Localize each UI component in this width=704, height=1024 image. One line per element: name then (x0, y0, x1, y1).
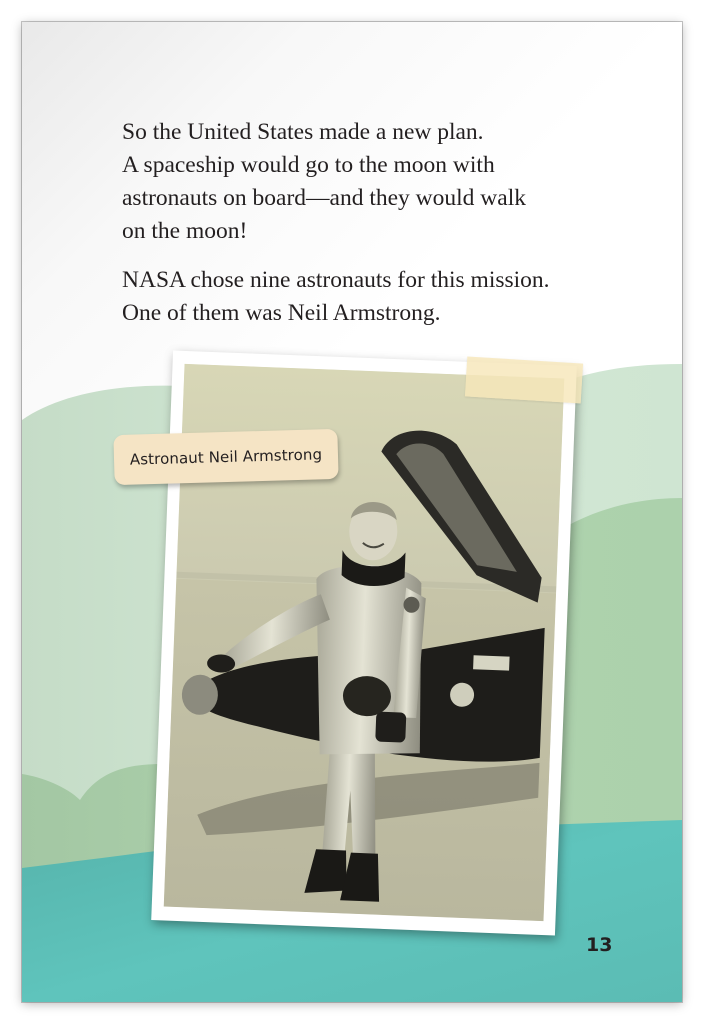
photo-caption: Astronaut Neil Armstrong (113, 429, 338, 485)
paragraph-1 (122, 116, 602, 248)
text-line: on the moon! (122, 218, 248, 244)
text-line: NASA chose nine astronauts for this mission. (122, 267, 550, 293)
tape-strip (465, 356, 583, 403)
text-line: astronauts on board—and they would walk (122, 185, 526, 211)
story-text (122, 116, 602, 346)
text-line: So the United States made a new plan. (122, 119, 484, 145)
book-page (22, 22, 682, 1002)
text-line: One of them was Neil Armstrong. (122, 300, 441, 326)
paragraph-2 (122, 264, 602, 330)
text-line: A spaceship would go to the moon with (122, 152, 495, 178)
page-number: 13 (586, 934, 613, 956)
